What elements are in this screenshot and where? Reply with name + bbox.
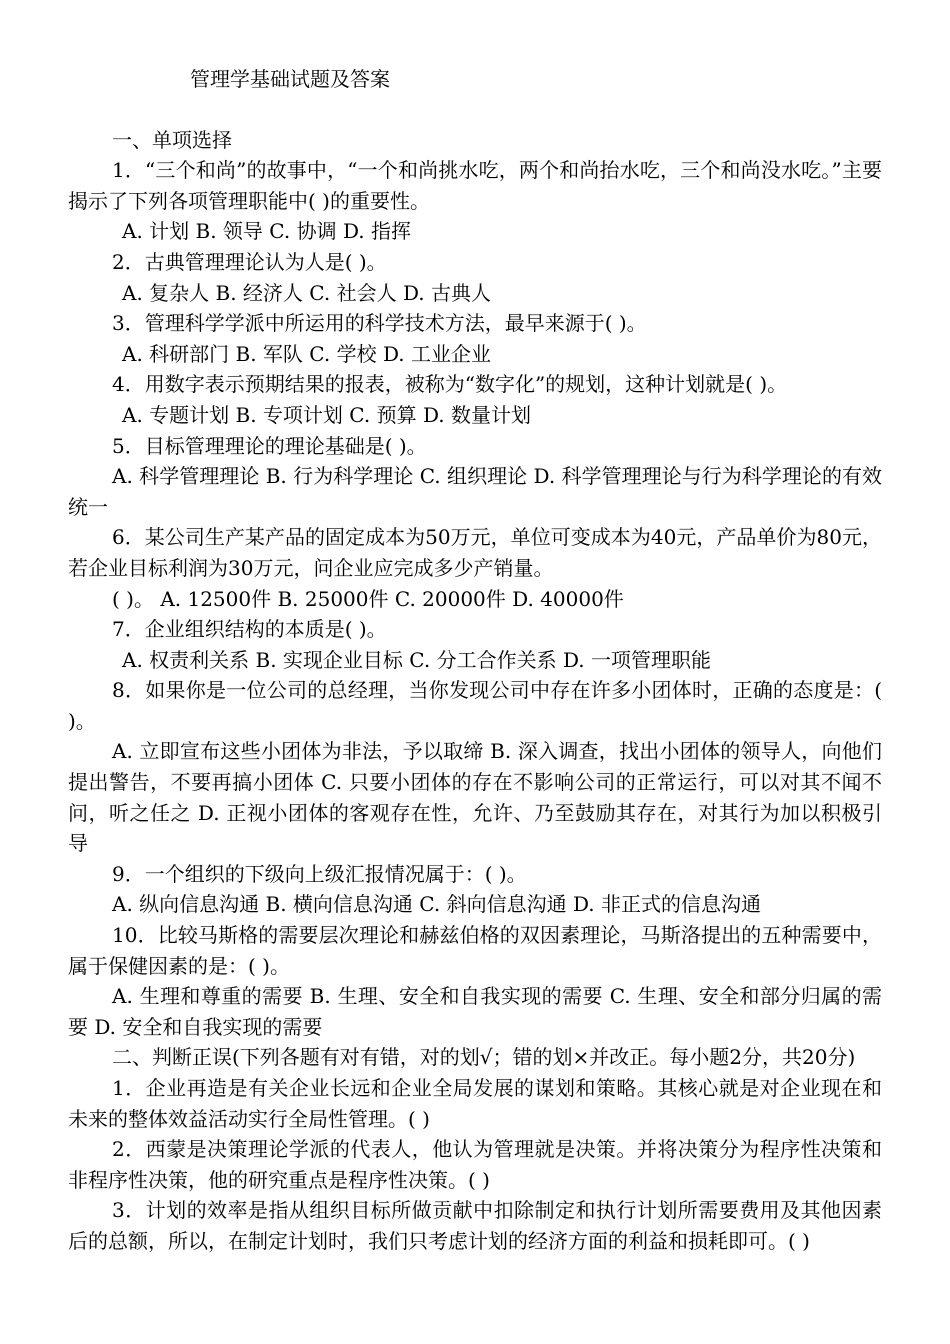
tf-item-2: 2．西蒙是决策理论学派的代表人，他认为管理就是决策。并将决策分为程序性决策和非程序性决策，他的研究重点是程序性决策。( ) bbox=[68, 1137, 882, 1192]
options-7: A. 权责利关系 B. 实现企业目标 C. 分工合作关系 D. 一项管理职能 bbox=[122, 647, 711, 672]
section-heading-true-false: 二、判断正误(下列各题有对有错，对的划√；错的划×并改正。每小题2分，共20分) bbox=[112, 1045, 856, 1070]
options-8: A. 立即宣布这些小团体为非法，予以取缔 B. 深入调查，找出小团体的领导人，向他们提出警告，不要再搞小团体 C. 只要小团体的存在不影响公司的正常运行，可以对其不闻不问，听之任之 D. 正视小团体的客观存在性，允许、乃至鼓励其存在，对其行为加以积极引导 bbox=[68, 739, 882, 856]
options-3: A. 科研部门 B. 军队 C. 学校 D. 工业企业 bbox=[122, 341, 491, 366]
question-10: 10．比较马斯格的需要层次理论和赫兹伯格的双因素理论，马斯洛提出的五种需要中，属于保健因素的是：( )。 bbox=[68, 923, 882, 978]
options-6: ( )。 A. 12500件 B. 25000件 C. 20000件 D. 40000件 bbox=[112, 586, 624, 611]
options-4: A. 专题计划 B. 专项计划 C. 预算 D. 数量计划 bbox=[122, 402, 531, 427]
options-2: A. 复杂人 B. 经济人 C. 社会人 D. 古典人 bbox=[122, 280, 491, 305]
question-6: 6．某公司生产某产品的固定成本为50万元，单位可变成本为40元，产品单价为80元，若企业目标利润为30万元，问企业应完成多少产销量。 bbox=[68, 525, 882, 580]
question-5: 5．目标管理理论的理论基础是( )。 bbox=[112, 433, 427, 458]
options-9: A. 纵向信息沟通 B. 横向信息沟通 C. 斜向信息沟通 D. 非正式的信息沟通 bbox=[112, 892, 761, 917]
document-title: 管理学基础试题及答案 bbox=[190, 67, 390, 91]
options-10: A. 生理和尊重的需要 B. 生理、安全和自我实现的需要 C. 生理、安全和部分归属的需要 D. 安全和自我实现的需要 bbox=[68, 984, 882, 1039]
question-9: 9．一个组织的下级向上级汇报情况属于：( )。 bbox=[112, 861, 527, 886]
question-7: 7．企业组织结构的本质是( )。 bbox=[112, 617, 387, 642]
question-8: 8．如果你是一位公司的总经理，当你发现公司中存在许多小团体时，正确的态度是：( )。 bbox=[68, 678, 882, 733]
options-5: A. 科学管理理论 B. 行为科学理论 C. 组织理论 D. 科学管理理论与行为科学理论的有效统一 bbox=[68, 464, 882, 519]
question-3: 3．管理科学学派中所运用的科学技术方法，最早来源于( )。 bbox=[112, 311, 647, 336]
tf-item-1: 1．企业再造是有关企业长远和企业全局发展的谋划和策略。其核心就是对企业现在和未来的整体效益活动实行全局性管理。( ) bbox=[68, 1076, 882, 1131]
section-heading-single-choice: 一、单项选择 bbox=[112, 127, 232, 152]
options-1: A. 计划 B. 领导 C. 协调 D. 指挥 bbox=[122, 219, 411, 244]
question-1: 1．“三个和尚”的故事中，“一个和尚挑水吃，两个和尚抬水吃，三个和尚没水吃。”主要揭示了下列各项管理职能中( )的重要性。 bbox=[68, 158, 882, 213]
question-4: 4．用数字表示预期结果的报表，被称为“数字化”的规划，这种计划就是( )。 bbox=[112, 372, 788, 397]
question-2: 2．古典管理理论认为人是( )。 bbox=[112, 249, 387, 274]
tf-item-3: 3．计划的效率是指从组织目标所做贡献中扣除制定和执行计划所需要费用及其他因素后的总额，所以，在制定计划时，我们只考虑计划的经济方面的利益和损耗即可。( ) bbox=[68, 1198, 882, 1253]
